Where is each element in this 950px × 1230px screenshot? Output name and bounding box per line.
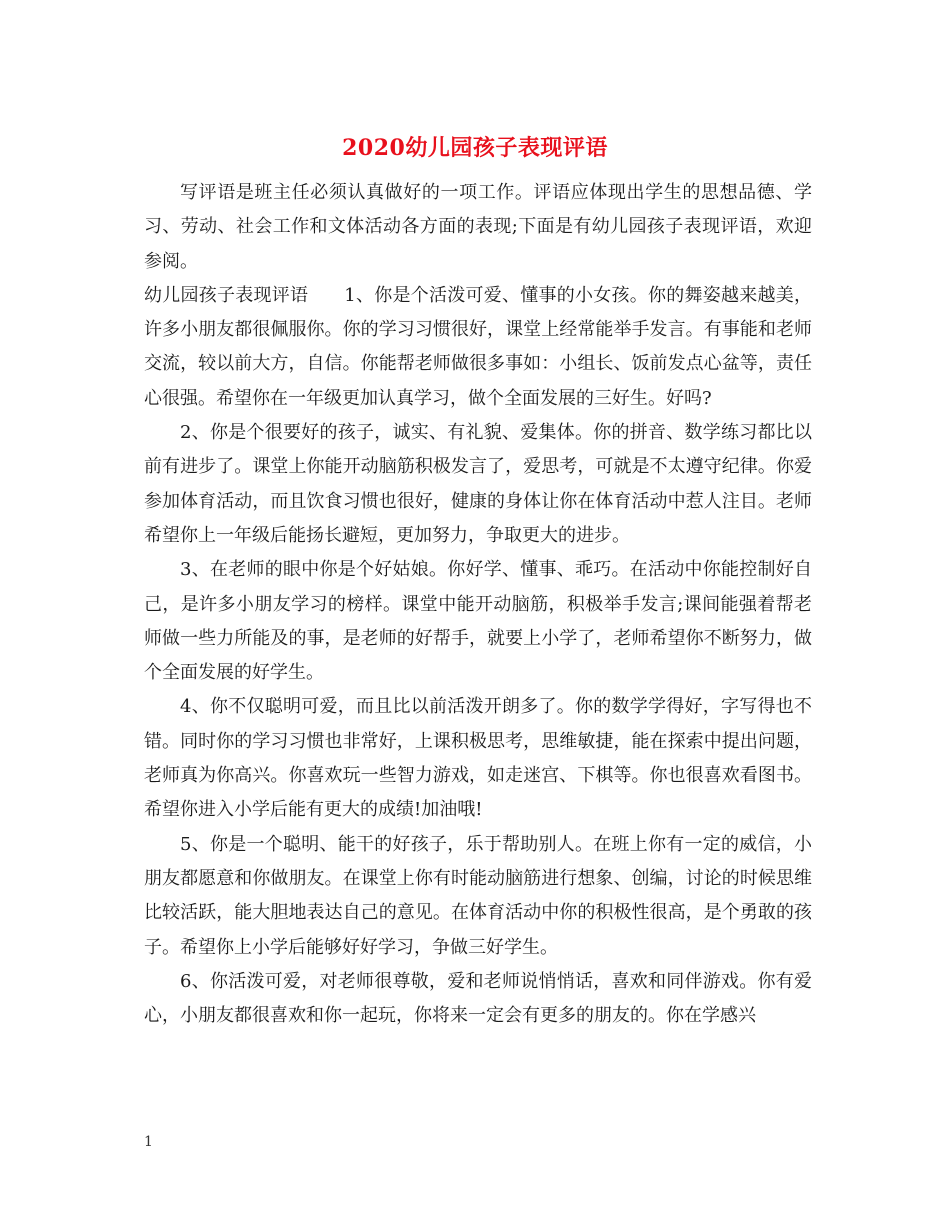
paragraph-1	[144, 279, 812, 416]
paragraph-6: 6、你活泼可爱，对老师很尊敬，爱和老师说悄悄话，喜欢和同伴游戏。你有爱心，小朋友都很喜欢和你一起玩，你将来一定会有更多的朋友的。你在学感兴	[144, 970, 812, 1027]
paragraph-4: 4、你不仅聪明可爱，而且比以前活泼开朗多了。你的数学学得好，字写得也不错。同时你的学习习惯也非常好，上课积极思考，思维敏捷，能在探索中提出问题，老师真为你高兴。你喜欢玩一些智力游戏，如走迷宫、下棋等。你也很喜欢看图书。希望你进入小学后能有更大的成绩!加油哦!	[144, 696, 812, 821]
paragraph-5: 5、你是一个聪明、能干的好孩子，乐于帮助别人。在班上你有一定的威信，小朋友都愿意和你做朋友。在课堂上你有时能动脑筋进行想象、创编，讨论的时候思维比较活跃，能大胆地表达自己的意见。在体育活动中你的积极性很高，是个勇敢的孩子。希望你上小学后能够好好学习，争做三好学生。	[144, 833, 812, 958]
paragraph-1-text: 1、你是个活泼可爱、懂事的小女孩。你的舞姿越来越美，许多小朋友都很佩服你。你的学习习惯很好，课堂上经常能举手发言。有事能和老师交流，较以前大方，自信。你能帮老师做很多事如：小组长、饭前发点心盆等，责任心很强。希望你在一年级更加认真学习，做个全面发展的三好生。好吗?	[144, 284, 812, 409]
paragraph-2: 2、你是个很要好的孩子，诚实、有礼貌、爱集体。你的拼音、数学练习都比以前有进步了。课堂上你能开动脑筋积极发言了，爱思考，可就是不太遵守纪律。你爱参加体育活动，而且饮食习惯也很好，健康的身体让你在体育活动中惹人注目。老师希望你上一年级后能扬长避短，更加努力，争取更大的进步。	[144, 422, 812, 546]
page-number: 1	[144, 1134, 153, 1150]
document-title: 2020幼儿园孩子表现评语	[342, 135, 608, 161]
paragraph-3: 3、在老师的眼中你是个好姑娘。你好学、懂事、乖巧。在活动中你能控制好自己，是许多小朋友学习的榜样。课堂中能开动脑筋，积极举手发言;课间能强着帮老师做一些力所能及的事，是老师的好帮手，就要上小学了，老师希望你不断努力，做个全面发展的好学生。	[144, 559, 812, 684]
intro-paragraph: 写评语是班主任必须认真做好的一项工作。评语应体现出学生的思想品德、学习、劳动、社会工作和文体活动各方面的表现;下面是有幼儿园孩子表现评语，欢迎参阅。	[144, 182, 812, 272]
document-body	[144, 176, 812, 1033]
section-heading: 幼儿园孩子表现评语	[144, 284, 309, 306]
